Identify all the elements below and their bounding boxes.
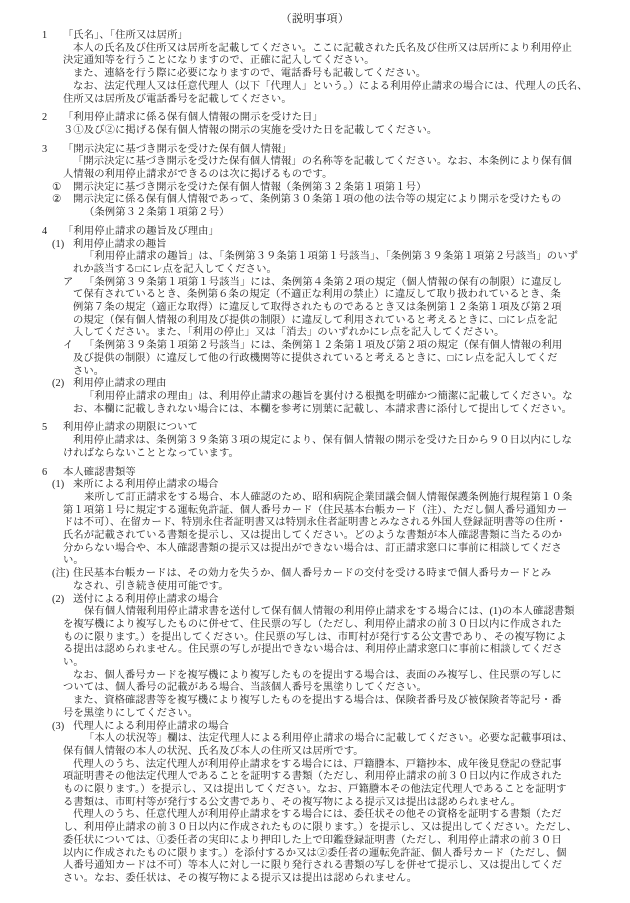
text-line (0, 759, 630, 772)
text-line (0, 327, 630, 340)
text-line (0, 251, 630, 264)
document-body (0, 30, 630, 886)
page-title: （説明事項） (280, 13, 350, 25)
line-text: 代理人のうち、任意代理人が利用停止請求をする場合には、委任状その他その資格を証明する書類（ただ (73, 809, 562, 821)
text-line (0, 784, 630, 797)
text-line (0, 125, 630, 138)
line-text: 代理人のうち、法定代理人が利用停止請求をする場合には、戸籍謄本、戸籍抄本、成年後見登記の登記事 (73, 758, 562, 770)
text-line (0, 733, 630, 746)
line-text: 利用停止請求の趣旨 (73, 238, 167, 250)
text-line (0, 632, 630, 645)
list-line (0, 422, 630, 435)
text-line (0, 682, 630, 695)
section-6 (0, 467, 630, 886)
line-text: 「利用停止請求の趣旨」は、「条例第３９条第１項第１号該当」、「条例第３９条第１項第２号該当」のいず (84, 251, 578, 263)
list-line (0, 568, 630, 581)
line-text: る提出は認められません。住民票の写しが提出できない場合は、利用停止請求窓口に事前に相談してくださ (63, 644, 563, 656)
line-text: 利用停止請求の期限について (63, 422, 198, 434)
list-marker: (3) (52, 720, 65, 732)
line-text: 保有個人情報の本人の状況、氏名及び本人の住所又は居所です。 (63, 745, 364, 757)
list-marker: イ (63, 340, 74, 352)
line-text: 代理人による利用停止請求の場合 (73, 720, 229, 732)
text-line (0, 581, 630, 594)
line-text: さい。 (73, 365, 105, 377)
line-text: 送付による利用停止請求の場合 (73, 593, 219, 605)
text-line (0, 353, 630, 366)
line-text: 人番号通知カードは不可）等本人に対し一に限り発行される書類の写しを併せて提示し、又は提出してくだ (63, 860, 563, 872)
line-text: 委任状については、①委任者の実印により押印した上で印鑑登録証明書（ただし、利用停止請求の前３０日 (63, 834, 562, 846)
line-text: 利用停止請求の理由 (73, 378, 167, 390)
line-text: 及び提供の制限）に違反して他の行政機関等に提供されていると考えるときに、□にレ点を記入してくだ (73, 352, 558, 364)
text-line (0, 530, 630, 543)
line-text: ければならないこととなっています。 (63, 447, 239, 459)
list-marker: 1 (42, 30, 48, 41)
line-text: の規定（保有個人情報の利用及び提供の制限）に違反して利用されていると考えるときに、□にレ点を記 (73, 314, 558, 326)
text-line (0, 848, 630, 861)
section-5 (0, 422, 630, 460)
line-text: 住民基本台帳カードは、その効力を失うか、個人番号カードの交付を受ける時まで個人番号カードとみ (73, 568, 552, 580)
text-line (0, 695, 630, 708)
text-line (0, 43, 630, 56)
line-text: 「条例第３９条第１項第１号該当」には、条例第４条第２項の規定（個人情報の保有の制限）に違反し (84, 276, 563, 288)
line-text: 分からない場合や、本人確認書類の提示又は提出ができない場合は、訂正請求窓口に事前に相談してくださ (63, 542, 562, 554)
line-text: 「条例第３９条第１項第２号該当」には、条例第１２条第１項及び第２項の規定（保有個人情報の利用 (84, 340, 563, 352)
list-line (0, 226, 630, 239)
text-line (0, 771, 630, 784)
list-line (0, 182, 630, 195)
text-line (0, 156, 630, 169)
text-line (0, 264, 630, 277)
list-line (0, 340, 630, 353)
text-line (0, 835, 630, 848)
text-line (0, 543, 630, 556)
line-text: 第１項第１号に規定する運転免許証、個人番号カード（住民基本台帳カード（注）、ただし個人番号通知カー (63, 504, 568, 516)
list-line (0, 721, 630, 734)
line-text: る書類は、市町村等が発行する公文書であり、その複写物による提示又は提出は認められません。 (63, 796, 522, 808)
line-text: お、本欄に記載しきれない場合には、本欄を参考に別葉に記載し、本請求書に添付して提出してください。 (73, 403, 573, 415)
line-text: 項証明書その他法定代理人であることを証明する書類（ただし、利用停止請求の前３０日以内に作成された (63, 771, 563, 783)
text-line (0, 55, 630, 68)
line-text: 「本人の状況等」欄は、法定代理人による利用停止請求の場合に記載してください。必要な記載事項は、 (84, 733, 573, 745)
list-marker: 3 (42, 143, 48, 155)
line-text: 来所して訂正請求をする場合、本人確認のため、昭和病院企業団議会個人情報保護条例施行規程第１０条 (84, 491, 573, 503)
line-text: ドは不可）、在留カード、特別永住者証明書又は特別永住者証明書とみなされる外国人登録証明書等の住所・ (63, 517, 567, 529)
line-text: 号を黒塗りにしてください。 (63, 707, 199, 719)
text-line (0, 492, 630, 505)
line-text: また、資格確認書等を複写機により複写したものを提出する場合は、保険者番号及び被保険者等記号・番 (73, 695, 562, 707)
text-line (0, 169, 630, 182)
line-text: 「利用停止請求に係る保有個人情報の開示を受けた日」 (63, 112, 323, 124)
line-text: 開示決定に係る保有個人情報であって、条例第３０条第１項の他の法令等の規定により開示を受けたもの (73, 194, 562, 206)
line-text: 本人の氏名及び住所又は居所を記載してください。ここに記載された氏名及び住所又は居所により利用停止 (73, 42, 573, 54)
text-line (0, 860, 630, 873)
line-text: また、連絡を行う際に必要になりますので、電話番号も記載してください。 (73, 68, 427, 80)
line-text: い。 (63, 555, 84, 567)
list-marker: (2) (52, 593, 65, 605)
line-text: なお、法定代理人又は任意代理人（以下「代理人」という。）による利用停止請求の場合には、代理人の氏名、 (73, 80, 588, 92)
line-text: 利用停止請求は、条例第３９条第３項の規定により、保有個人情報の開示を受けた日から９０日以内にしな (73, 435, 573, 447)
line-text: を複写機により複写したものに併せて、住民票の写し（ただし、利用停止請求の前３０日以内に作成された (63, 618, 562, 630)
line-text: 以内に作成されたものに限ります。）を添付するか又は②委任者の運転免許証、個人番号カード（ただし、個 (63, 847, 567, 859)
line-text: し、利用停止請求の前３０日以内に作成されたものに限ります。）を提示し、又は提出してください。ただし、 (63, 822, 577, 834)
line-text: れか該当する□にレ点を記入してください。 (73, 263, 277, 275)
section-3 (0, 144, 630, 220)
list-marker: (1) (52, 479, 65, 491)
list-marker: 4 (42, 225, 48, 237)
text-line (0, 517, 630, 530)
text-line (0, 746, 630, 759)
text-line (0, 315, 630, 328)
line-text: 開示決定に基づき開示を受けた保有個人情報（条例第３２条第１項第１号） (73, 181, 427, 193)
line-text: さい。なお、委任状は、その複写物による提示又は提出は認められません。 (63, 873, 418, 884)
text-line (0, 873, 630, 886)
text-line (0, 391, 630, 404)
line-text: ついては、個人番号の記載がある場合、当該個人番号を黒塗りしてください。 (63, 682, 427, 694)
line-text: 住所又は居所及び電話番号を記載してください。 (63, 93, 292, 105)
section-1 (0, 30, 630, 106)
list-line (0, 479, 630, 492)
section-2 (0, 112, 630, 137)
line-text: （条例第３２条第１項第２号） (84, 207, 230, 219)
line-text: 「開示決定に基づき開示を受けた保有個人情報」 (63, 143, 292, 155)
list-line (0, 594, 630, 607)
list-marker: 5 (42, 422, 48, 434)
list-line (0, 239, 630, 252)
line-text: ものに限ります。）を提示し、又は提出してください。なお、戸籍謄本その他法定代理人であることを証明す (63, 784, 567, 796)
line-text: 氏名が記載されている書類を提示し、又は提出してください。どのような書類が本人確認書類に当たるのか (63, 530, 563, 542)
line-text: 決定通知等を行うことになりますので、正確に記入してください。 (63, 55, 375, 67)
line-text: て保有されているとき、条例第６条の規定（不適正な利用の禁止）に違反して取り扱われているとき、条 (73, 289, 561, 301)
text-line (0, 555, 630, 568)
line-text: 本人確認書類等 (63, 466, 136, 478)
text-line (0, 366, 630, 379)
list-line (0, 144, 630, 157)
text-line (0, 94, 630, 107)
text-line (0, 708, 630, 721)
text-line (0, 822, 630, 835)
text-line (0, 606, 630, 619)
text-line (0, 289, 630, 302)
line-text: ３①及び②に掲げる保有個人情報の開示の実施を受けた日を記載してください。 (63, 124, 438, 136)
line-text: い。 (63, 657, 84, 669)
list-marker: (1) (52, 238, 65, 250)
line-text: 来所による利用停止請求の場合 (73, 479, 219, 491)
text-line (0, 448, 630, 461)
text-line (0, 302, 630, 315)
line-text: 保有個人情報利用停止請求書を送付して保有個人情報の利用停止請求をする場合には、(1)の本人確認書類 (84, 606, 575, 618)
text-line (0, 809, 630, 822)
list-line (0, 467, 630, 480)
list-marker: ア (63, 276, 74, 288)
text-line (0, 404, 630, 417)
text-line (0, 619, 630, 632)
text-line (0, 657, 630, 670)
list-line (0, 112, 630, 125)
text-line (0, 644, 630, 657)
text-line (0, 81, 630, 94)
line-text: なお、個人番号カードを複写機により複写したものを提出する場合は、表面のみ複写し、住民票の写しに (73, 669, 562, 681)
line-text: 人情報の利用停止請求ができるのは次に掲げるものです。 (63, 169, 333, 181)
line-text: 「開示決定に基づき開示を受けた保有個人情報」の名称等を記載してください。なお、本条例により保有個 (73, 156, 573, 168)
line-text: 例第７条の規定（適正な取得）に違反して取得されたものであるとき又は条例第１２条第１項及び第２項 (73, 302, 562, 314)
text-line (0, 68, 630, 81)
section-4 (0, 226, 630, 417)
text-line (0, 670, 630, 683)
list-line (0, 30, 630, 43)
text-line (0, 435, 630, 448)
text-line (0, 797, 630, 810)
list-line (0, 194, 630, 207)
text-line (0, 505, 630, 518)
list-marker: 6 (42, 466, 48, 478)
list-marker: (注) (52, 568, 70, 580)
list-marker: (2) (52, 378, 65, 390)
line-text: 「利用停止請求の趣旨及び理由」 (63, 225, 219, 237)
list-marker: 2 (42, 112, 48, 124)
line-text: 「利用停止請求の理由」は、利用停止請求の趣旨を裏付ける根拠を明確かつ簡潔に記載してください。な (84, 390, 573, 402)
line-text: 入してください。また、「利用の停止」又は「消去」のいずれかにレ点を記入してください。 (73, 327, 505, 339)
list-line (0, 378, 630, 391)
list-line (0, 277, 630, 290)
text-line (0, 207, 630, 220)
list-marker: ② (52, 194, 62, 206)
line-text: ものに限ります。）を提出してください。住民票の写しは、市町村が発行する公文書であり、その複写物によ (63, 631, 567, 643)
line-text: なされ、引き続き使用可能です。 (73, 580, 229, 592)
line-text: 「氏名」、「住所又は居所」 (63, 30, 188, 41)
list-marker: ① (52, 181, 62, 193)
